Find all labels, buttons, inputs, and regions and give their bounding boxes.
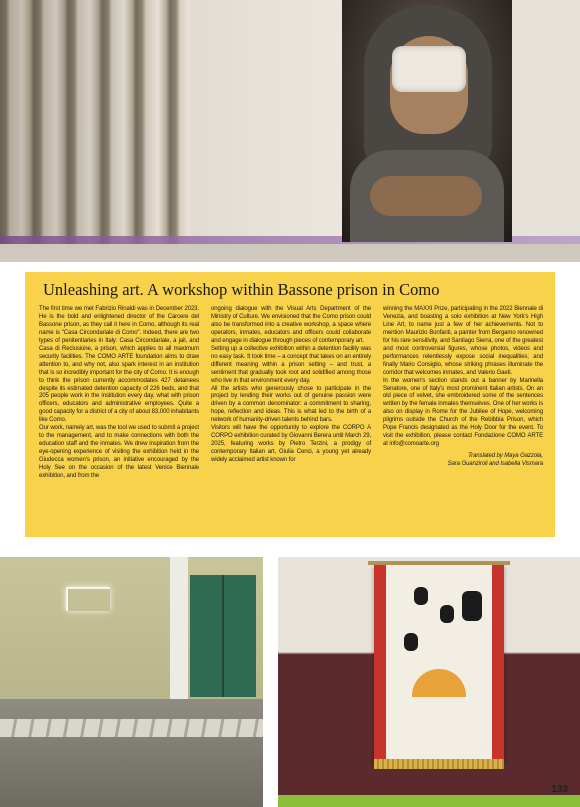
courtyard-ground — [0, 699, 263, 807]
page-number: 133 — [551, 784, 568, 795]
masked-figure-poster — [342, 0, 512, 242]
top-photo-prison-corridor — [0, 0, 580, 262]
corridor-floor — [0, 244, 580, 262]
banner-red-band-left — [374, 565, 386, 761]
paragraph: ongoing dialogue with the Visual Arts Department of the Ministry of Culture. We envisioned that the Como prison could also be transformed into a creative workshop, a space where operators, inmates, educators and officers could collaborate and engage in dialogue through pieces of contemporary art. — [211, 306, 371, 344]
banner-red-band-right — [492, 565, 504, 761]
green-door — [190, 575, 256, 697]
banner-sun-motif — [412, 669, 466, 697]
credits-line-2: Sara Guanziroli and Isabella Vismara — [447, 461, 543, 468]
banner-gold-fringe — [374, 759, 504, 769]
bottom-right-photo-banner — [278, 557, 580, 807]
neon-writing — [66, 587, 110, 611]
embroidered-banner — [374, 565, 504, 761]
article-box — [25, 272, 555, 537]
paragraph: Setting up a collective exhibition within a detention facility was no easy task. It took time – a concept that takes on an entirely different meaning within a prison setting – and trust, a sentiment that gradually took root and solidified among those who live in that environment every day. — [211, 345, 371, 384]
bottom-left-photo-courtyard — [0, 557, 263, 807]
green-floor-stripe — [278, 795, 580, 807]
article-columns — [39, 306, 541, 481]
translation-credits — [383, 453, 543, 469]
paragraph: In the women's section stands out a banner by Marinella Senatore, one of Italy's most prominent Italian artists. On an old piece of velvet, she embroidered some of the sentences written by the female inmates themselves. One of her works is also on display in Rome for the Jubilee of Hope, welcoming pilgrims outside the Church of the Rebibbia Prison, which Pope Francis designated as the Holy Door for the event. To visit the exhibition, please contact Fondazione COMO ARTE at info@comoarte.org — [383, 377, 543, 448]
paragraph: Visitors will have the opportunity to explore the CORPO A CORPO exhibition curated by Giovanni Berera until March 29, 2025, featuring works by Pietro Terzini, a prodigy of contemporary Italian art, Giulia Cenci, a young yet already widely acclaimed artist known for — [211, 425, 371, 464]
article-column-2 — [211, 306, 371, 481]
bars-shadow — [0, 0, 200, 262]
banner-figure — [462, 591, 482, 621]
paragraph: The first time we met Fabrizio Rinaldi was in December 2023. He is the bold and enlightened director of the Carcere del Bassone prison, as they call it here in Como, although its real name is "Casa Circondariale di Como". Indeed, there are two types of penitentiaries in Italy: Casa Circondariale, a jail, and Casa di Reclusione, a prison, which applies to all maximum security facilities. The COMO ARTE foundation aims to draw attention to, and why not, also spark interest in an institution that is so incredibly important for the city of Como. It is enough to think the prison currently accommodates 427 detainees despite its estimated detention capacity of 226 beds, and that 205 people work in the institution every day, what with prison officers, educators and administrative employees. Quite a good capacity for a district of a city of about 83,000 inhabitants like Como. — [39, 306, 199, 424]
credits-line-1: Translated by Maya Gazzola, — [468, 453, 543, 460]
article-title: Unleashing art. A workshop within Bassone prison in Como — [43, 280, 440, 299]
article-column-1 — [39, 306, 199, 481]
banner-figure — [404, 633, 418, 651]
banner-figure — [440, 605, 454, 623]
poster-tape-mask — [392, 46, 466, 92]
paragraph: All the artists who generously chose to participate in the project by lending their works out of genuine passion were driven by a common denominator: a commitment to sharing, hope, reflection and ideas. This is what led to the birth of a network of humanity-driven talents behind bars. — [211, 385, 371, 424]
poster-hands — [370, 176, 482, 216]
article-column-3 — [383, 306, 543, 481]
banner-figure — [414, 587, 428, 605]
stone-step — [0, 719, 263, 737]
paragraph: Our work, namely art, was the tool we used to submit a project to the management, and to make connections with both the education staff and the inmates. We drew inspiration from the eye-opening experience of visiting the exhibition held in the Giudecca women's prison, an initiative encouraged by the Holy See on the occasion of the latest Venice Biennale exhibition, and from the — [39, 425, 199, 480]
white-pillar — [170, 557, 188, 699]
paragraph: winning the MAXXI Prize, participating in the 2022 Biennale di Venezia, and boasting a solo exhibition at New York's High Line Art, to name just a few of her achievements. Not to mention Maurizio Bonfanti, a painter from Bergamo renowned for his rare sensitivity, and Santiago Sierra, one of the greatest and most controversial figures, whose photos, videos and performances relentlessly expose social inequalities; and finally Mario Consiglio, whose striking phrases illuminate the corridor that welcomes inmates, and Valerio Gaeti. — [383, 306, 543, 376]
